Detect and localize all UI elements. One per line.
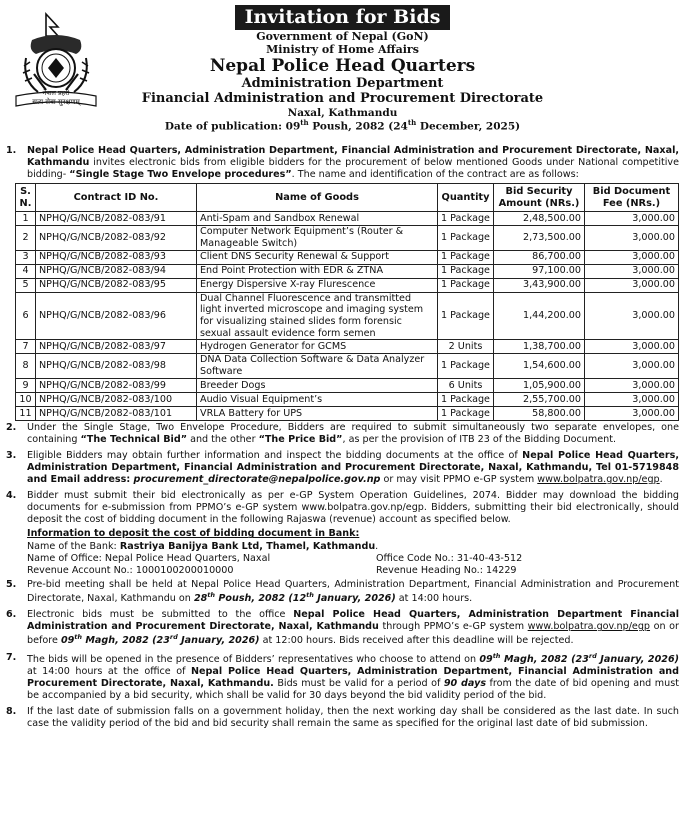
- revenue-account-line: Revenue Account No.: 1000100200010000: [27, 564, 234, 576]
- cell-contract-id: NPHQ/G/NCB/2082-083/99: [36, 378, 197, 392]
- cell-sn: 2: [16, 226, 36, 250]
- cell-document-fee: 3,000.00: [585, 250, 679, 264]
- clause-2: 2. Under the Single Stage, Two Envelope Procedure, Bidders are required to submit simultaneously two separate envelopes, one containing “The Technical Bid” and the other “The Price Bid”, as per the provision of ITB 23 of the Bidding Document.: [6, 421, 679, 445]
- cell-bid-security: 3,43,900.00: [494, 278, 585, 292]
- clause-6: 6. Electronic bids must be submitted to the office Nepal Police Head Quarters, Administration Department Financial Administration and Procurement Directorate, Naxal, Kathmandu through PPMO’s e-GP system www.bolpatra.gov.np/egp on or before 09th Magh, 2082 (23rd January, 2026) at 12:00 hours. Bids received after this deadline will be rejected.: [6, 609, 679, 647]
- cell-bid-security: 2,48,500.00: [494, 212, 585, 226]
- office-name-line: Name of Office: Nepal Police Head Quarters, Naxal: [27, 552, 271, 564]
- cell-goods: Energy Dispersive X-ray Flurescence: [197, 278, 438, 292]
- cell-sn: 3: [16, 250, 36, 264]
- cell-document-fee: 3,000.00: [585, 292, 679, 340]
- cell-document-fee: 3,000.00: [585, 406, 679, 420]
- cell-quantity: 1 Package: [438, 212, 494, 226]
- revenue-heading-line: Revenue Heading No.: 14229: [376, 564, 517, 576]
- clause-8: 8. If the last date of submission falls on a government holiday, then the next working day shall be considered as the last date. In such case the validity period of the bid and bid security shall remain the same as specified for the original last date of bid submission.: [6, 706, 679, 730]
- cell-sn: 7: [16, 340, 36, 354]
- col-header-goods: Name of Goods: [197, 184, 438, 212]
- cell-quantity: 1 Package: [438, 406, 494, 420]
- table-row: [16, 354, 679, 378]
- cell-contract-id: NPHQ/G/NCB/2082-083/97: [36, 340, 197, 354]
- cell-contract-id: NPHQ/G/NCB/2082-083/94: [36, 264, 197, 278]
- svg-text:सत्य सेवा सुरक्षणम्: सत्य सेवा सुरक्षणम्: [32, 98, 80, 106]
- cell-document-fee: 3,000.00: [585, 278, 679, 292]
- government-line: Government of Nepal (GoN): [256, 30, 429, 43]
- cell-quantity: 2 Units: [438, 340, 494, 354]
- cell-quantity: 1 Package: [438, 226, 494, 250]
- cell-bid-security: 97,100.00: [494, 264, 585, 278]
- cell-goods: VRLA Battery for UPS: [197, 406, 438, 420]
- cell-goods: End Point Protection with EDR & ZTNA: [197, 264, 438, 278]
- bank-name-line: Name of the Bank: Rastriya Banijya Bank Ltd, Thamel, Kathmandu.: [27, 540, 379, 552]
- cell-document-fee: 3,000.00: [585, 392, 679, 406]
- cell-contract-id: NPHQ/G/NCB/2082-083/95: [36, 278, 197, 292]
- cell-goods: Audio Visual Equipment’s: [197, 392, 438, 406]
- clause-3: 3. Eligible Bidders may obtain further information and inspect the bidding documents at the office of Nepal Police Head Quarters, Administration Department, Financial Administration and Procurement Directorate, Naxal, Kathmandu, Tel 01-5719848 and Email address: procurement_directorate@nepalpolice.gov.np or may visit PPMO e-GP system www.bolpatra.gov.np/egp.: [6, 450, 679, 486]
- table-row: [16, 292, 679, 340]
- egp-link[interactable]: www.bolpatra.gov.np/egp: [537, 474, 660, 486]
- cell-bid-security: 1,38,700.00: [494, 340, 585, 354]
- cell-document-fee: 3,000.00: [585, 340, 679, 354]
- bank-info-heading: Information to deposit the cost of bidding document in Bank:: [27, 528, 360, 540]
- table-header-row: [16, 184, 679, 212]
- col-header-quantity: Quantity: [438, 184, 494, 212]
- cell-quantity: 1 Package: [438, 392, 494, 406]
- cell-bid-security: 58,800.00: [494, 406, 585, 420]
- cell-sn: 11: [16, 406, 36, 420]
- procurement-email[interactable]: procurement_directorate@nepalpolice.gov.np: [133, 474, 381, 486]
- col-header-bid-security: Bid Security Amount (NRs.): [494, 184, 585, 212]
- notice-title: Invitation for Bids: [235, 5, 451, 30]
- table-row: [16, 226, 679, 250]
- col-header-sn: S. N.: [16, 184, 36, 212]
- cell-bid-security: 2,55,700.00: [494, 392, 585, 406]
- organization-name: Nepal Police Head Quarters: [209, 56, 476, 77]
- cell-bid-security: 1,54,600.00: [494, 354, 585, 378]
- cell-quantity: 1 Package: [438, 250, 494, 264]
- cell-sn: 1: [16, 212, 36, 226]
- table-row: [16, 212, 679, 226]
- cell-goods: Client DNS Security Renewal & Support: [197, 250, 438, 264]
- table-row: [16, 378, 679, 392]
- egp-link-2[interactable]: www.bolpatra.gov.np/egp: [527, 621, 651, 633]
- cell-sn: 9: [16, 378, 36, 392]
- notice-header: [6, 4, 679, 145]
- publication-date: Date of publication: 09th Poush, 2082 (24th December, 2025): [164, 117, 521, 133]
- table-row: [16, 250, 679, 264]
- cell-sn: 5: [16, 278, 36, 292]
- svg-text:नेपाल प्रहरी: नेपाल प्रहरी: [42, 89, 70, 97]
- location-line: Naxal, Kathmandu: [287, 106, 398, 119]
- cell-contract-id: NPHQ/G/NCB/2082-083/101: [36, 406, 197, 420]
- cell-bid-security: 2,73,500.00: [494, 226, 585, 250]
- department-line: Administration Department: [241, 75, 444, 91]
- cell-goods: Breeder Dogs: [197, 378, 438, 392]
- cell-document-fee: 3,000.00: [585, 212, 679, 226]
- cell-quantity: 1 Package: [438, 292, 494, 340]
- clause-4: 4. Bidder must submit their bid electronically as per e-GP System Operation Guidelines, 2074. Bidder may download the bidding documents for e-submission from PPMO’s e-GP system www.bolpatra.gov.np/egp. Bidders, submitting their bid electronically, should deposit the cost of bidding document in the following Rajaswa (revenue) account as specified below.: [6, 490, 679, 526]
- cell-quantity: 1 Package: [438, 278, 494, 292]
- clause-1: 1. Nepal Police Head Quarters, Administration Department, Financial Administration and Procurement Directorate, Naxal, Kathmandu invites electronic bids from eligible bidders for the procurement of below mentioned Goods under National competitive bidding- “Single Stage Two Envelope procedures”. The name and identification of the contract are as follows:: [6, 145, 679, 181]
- cell-goods: Anti-Spam and Sandbox Renewal: [197, 212, 438, 226]
- cell-contract-id: NPHQ/G/NCB/2082-083/92: [36, 226, 197, 250]
- cell-document-fee: 3,000.00: [585, 354, 679, 378]
- cell-bid-security: 1,05,900.00: [494, 378, 585, 392]
- clause-5: 5. Pre-bid meeting shall be held at Nepal Police Head Quarters, Administration Department, Financial Administration and Procurement Directorate, Naxal, Kathmandu on 28th Poush, 2082 (12th January, 2026) at 14:00 hours.: [6, 578, 679, 605]
- cell-contract-id: NPHQ/G/NCB/2082-083/93: [36, 250, 197, 264]
- cell-document-fee: 3,000.00: [585, 378, 679, 392]
- table-row: [16, 406, 679, 420]
- cell-quantity: 1 Package: [438, 354, 494, 378]
- cell-sn: 4: [16, 264, 36, 278]
- col-header-contract-id: Contract ID No.: [36, 184, 197, 212]
- office-code-line: Office Code No.: 31-40-43-512: [376, 552, 523, 564]
- cell-document-fee: 3,000.00: [585, 226, 679, 250]
- cell-bid-security: 1,44,200.00: [494, 292, 585, 340]
- directorate-line: Financial Administration and Procurement Directorate: [141, 90, 544, 106]
- cell-document-fee: 3,000.00: [585, 264, 679, 278]
- cell-quantity: 6 Units: [438, 378, 494, 392]
- cell-sn: 6: [16, 292, 36, 340]
- cell-goods: Dual Channel Fluorescence and transmitted light inverted microscope and imaging system for visualizing stained slides form forensic sexual assault evidence form semen: [197, 292, 438, 340]
- contracts-table: [15, 183, 679, 421]
- table-row: [16, 278, 679, 292]
- cell-bid-security: 86,700.00: [494, 250, 585, 264]
- table-row: [16, 340, 679, 354]
- cell-contract-id: NPHQ/G/NCB/2082-083/91: [36, 212, 197, 226]
- cell-sn: 8: [16, 354, 36, 378]
- clause-7: 7. The bids will be opened in the presence of Bidders’ representatives who choose to attend on 09th Magh, 2082 (23rd January, 2026) at 14:00 hours at the office of Nepal Police Head Quarters, Administration Department, Financial Administration and Procurement Directorate, Naxal, Kathmandu. Bids must be valid for a period of 90 days from the date of bid opening and must be accompanied by a bid security, which shall be valid for 30 days beyond the bid validity period of the bid.: [6, 651, 680, 701]
- cell-goods: Computer Network Equipment’s (Router & Manageable Switch): [197, 226, 438, 250]
- ministry-line: Ministry of Home Affairs: [266, 42, 419, 56]
- cell-contract-id: NPHQ/G/NCB/2082-083/100: [36, 392, 197, 406]
- cell-sn: 10: [16, 392, 36, 406]
- bank-info: [27, 528, 679, 576]
- cell-contract-id: NPHQ/G/NCB/2082-083/98: [36, 354, 197, 378]
- cell-quantity: 1 Package: [438, 264, 494, 278]
- table-row: [16, 392, 679, 406]
- nepal-police-emblem-icon: [12, 10, 100, 116]
- cell-contract-id: NPHQ/G/NCB/2082-083/96: [36, 292, 197, 340]
- col-header-document-fee: Bid Document Fee (NRs.): [585, 184, 679, 212]
- cell-goods: Hydrogen Generator for GCMS: [197, 340, 438, 354]
- cell-goods: DNA Data Collection Software & Data Analyzer Software: [197, 354, 438, 378]
- table-row: [16, 264, 679, 278]
